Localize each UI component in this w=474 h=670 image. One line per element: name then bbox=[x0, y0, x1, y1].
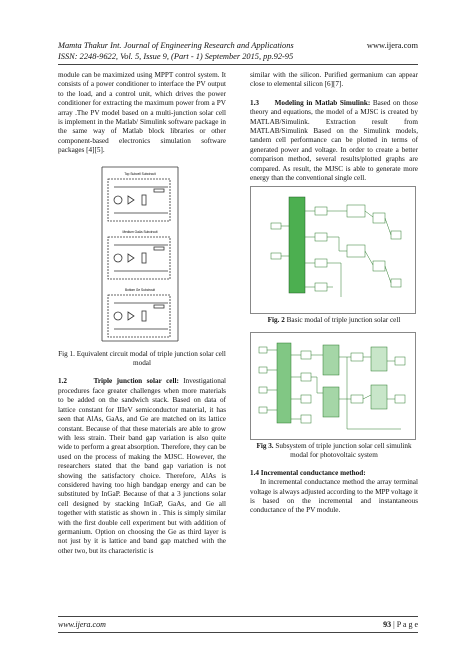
intro-paragraph: module can be maximized using MPPT control system. It consists of a power conditioner to interface the PV output to the load, and a control unit, which drives the power conditioner for extracting the maximum power from a PV array .The PV model based on a multi-junction solar cell is implement in the Matlab/ Simulink software package in the same way of Matlab block libraries or other component-based electronics simulation software packages [4][5]. bbox=[58, 71, 226, 155]
fig3-label: Fig 3. bbox=[256, 441, 274, 450]
section-1-3-title: Modeling in Matlab Simulink: bbox=[274, 98, 371, 107]
section-1-3-number: 1.3 bbox=[250, 98, 259, 107]
figure-1-circuit bbox=[58, 161, 226, 349]
running-header bbox=[58, 40, 418, 62]
fig2-label: Fig. 2 bbox=[267, 316, 285, 325]
figure-3-caption bbox=[250, 442, 418, 461]
fig3-caption-text: Subsystem of triple junction solar cell simulink modal for photovoltaic system bbox=[273, 441, 412, 460]
fig2-caption-text: Basic modal of triple junction solar cell bbox=[284, 316, 401, 325]
page-number bbox=[383, 617, 418, 632]
section-1-2 bbox=[58, 377, 226, 556]
section-1-3 bbox=[250, 99, 418, 184]
section-1-2-number: 1.2 bbox=[58, 377, 67, 386]
fig1-label-bottom: Bottom Ge Subcircuit bbox=[124, 287, 156, 292]
section-1-3-body: Based on those theory and equations, the model of a MJSC is created by MATLAB/Simulink. Extraction result from MATLAB/Simulink Based on the Simulink models, tandem cell performance can be plotted in terms of generated power and voltage. In order to create a better comparison method, several results/plotted graphs are compared. As result, the MJSC is able to generate more energy than the conventional single cell. bbox=[250, 98, 418, 183]
section-1-2-title: Triple junction solar cell: bbox=[93, 377, 179, 386]
page-number-value: 93 bbox=[383, 620, 392, 629]
header-rule bbox=[58, 64, 418, 65]
journal-title: Mamta Thakur Int. Journal of Engineering Research and Applications bbox=[58, 41, 294, 50]
page-word: | P a g e bbox=[391, 620, 418, 629]
page-footer bbox=[58, 616, 418, 633]
figure-2-simulink bbox=[250, 186, 416, 314]
section-1-4-title: 1.4 Incremental conductance method: bbox=[250, 468, 366, 477]
fig1-label-top: Top Subcell Subcircuit bbox=[124, 171, 156, 176]
right-column bbox=[250, 71, 418, 516]
header-url[interactable]: www.ijera.com bbox=[366, 41, 418, 50]
figure-1-caption: Fig 1. Equivalent circuit modal of triple junction solar cell modal bbox=[58, 349, 226, 368]
left-column bbox=[58, 71, 226, 556]
germanium-paragraph: similar with the silicon. Purified germanium can appear close to elemental silicon [6][7]. bbox=[250, 71, 418, 89]
section-1-2-body: Investigational procedures face greater challenges when more materials to be added on the sandwich stack. Based on data of lattice constant for IIIeV semiconductor material, it has seen that AlAs, GaAs, and Ge are matched on its lattice constant. Because of that these materials are able to grow with less strain. Their band gap variation is also quite wide to perform a great absorption. Therefore, they can be used on the process of making the MJSC. However, the researchers stated that the band gap variation is not showing the satisfactory choice. Therefore, AlAs is considered having too high bandgap energy and can be substituted by InGaP. Because of that a 3 junctions solar cell designed by stacking InGaP, GaAs, and Ge all together with statistic as shown in . This is simply similar with the first double cell experiment but with addition of germanium. Option on choosing the Ge as third layer is not just by it is lattice and band gap matched with the other two, but its characteristic is bbox=[58, 377, 227, 555]
section-1-4-body: In incremental conductance method the array terminal voltage is always adjusted according to the MPP voltage it is based on the incremental and instantaneous conductance of the PV module. bbox=[250, 478, 419, 515]
figure-3-subsystem bbox=[250, 332, 416, 440]
issn-line: ISSN: 2248-9622, Vol. 5, Issue 9, (Part - 1) September 2015, pp.92-95 bbox=[58, 52, 294, 61]
footer-url[interactable]: www.ijera.com bbox=[58, 620, 106, 629]
figure-2-caption bbox=[250, 316, 418, 325]
fig1-label-medium: Medium GaAs Subcircuit bbox=[122, 229, 158, 234]
